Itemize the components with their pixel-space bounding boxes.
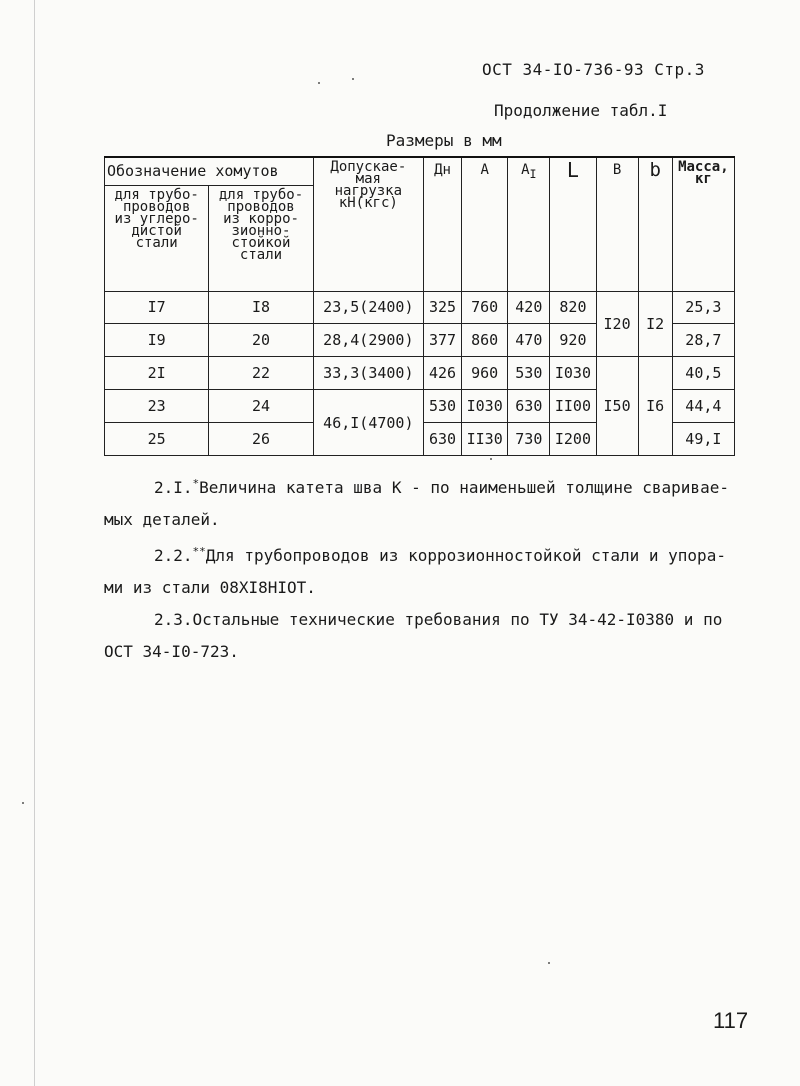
note-2-1-continuation: мых деталей.: [104, 510, 220, 529]
scan-edge-line: [34, 0, 35, 1086]
table-cell: 2I: [105, 357, 209, 390]
scan-speck: [490, 458, 492, 460]
scan-speck: [318, 82, 320, 84]
note-2-2-continuation: ми из стали 08XI8HIOT.: [104, 578, 316, 597]
table-cell: I030: [550, 357, 596, 390]
table-cell: 530: [424, 390, 462, 423]
note-2-3-continuation: ОСТ 34-I0-723.: [104, 642, 239, 661]
sizes-note: Размеры в мм: [386, 131, 502, 150]
table-cell: 23: [105, 390, 209, 423]
table-cell: I9: [105, 324, 209, 357]
table-cell: I50: [596, 357, 638, 456]
table-cell: 25: [105, 423, 209, 456]
table-cell: 325: [424, 291, 462, 324]
note-2-2: [104, 536, 744, 572]
b-lower-header: b: [638, 157, 672, 291]
table-cell: 26: [209, 423, 313, 456]
table-continuation-label: Продолжение табл.I: [494, 101, 668, 120]
table-cell: 28,4(2900): [313, 324, 423, 357]
table-cell: 470: [508, 324, 550, 357]
table-cell: 426: [424, 357, 462, 390]
page-number: 117: [713, 1008, 749, 1033]
table-cell: I030: [462, 390, 508, 423]
table-cell: I200: [550, 423, 596, 456]
table-cell: 760: [462, 291, 508, 324]
table-cell: 630: [508, 390, 550, 423]
a1-subscript: I: [529, 166, 537, 181]
footnote-mark: *: [192, 477, 200, 490]
table-cell: 44,4: [672, 390, 734, 423]
table-cell: 960: [462, 357, 508, 390]
mass-header: Масса, кг: [672, 157, 734, 291]
table-cell: 49,I: [672, 423, 734, 456]
table-cell: I2: [638, 291, 672, 357]
a-header: A: [462, 157, 508, 291]
table-cell: I20: [596, 291, 638, 357]
footnote-mark: **: [192, 545, 206, 558]
note-number: 2.2.: [154, 546, 193, 565]
table-cell: I7: [105, 291, 209, 324]
table-cell: 40,5: [672, 357, 734, 390]
table-cell: 46,I(4700): [313, 390, 423, 456]
table-cell: 25,3: [672, 291, 734, 324]
table-cell: II00: [550, 390, 596, 423]
a1-header: $A_I$: [508, 157, 550, 291]
table-cell: 920: [550, 324, 596, 357]
table-cell: 530: [508, 357, 550, 390]
clamp-dimensions-table: [104, 156, 735, 456]
table-cell: 860: [462, 324, 508, 357]
l-header: L: [550, 157, 596, 291]
technical-notes: [104, 468, 744, 668]
note-2-3: [104, 604, 744, 636]
table-cell: 820: [550, 291, 596, 324]
table-cell: 630: [424, 423, 462, 456]
document-reference: ОСТ 34-IO-736-93 Стр.3: [482, 60, 705, 79]
note-text: Величина катета шва К - по наименьшей толщине сваривае-: [199, 478, 729, 497]
note-number: 2.3.: [154, 610, 193, 629]
b-upper-header: B: [596, 157, 638, 291]
note-number: 2.I.: [154, 478, 193, 497]
table-cell: I6: [638, 357, 672, 456]
table-cell: II30: [462, 423, 508, 456]
note-2-1: [104, 468, 744, 504]
dn-header: Дн: [424, 157, 462, 291]
table-cell: 28,7: [672, 324, 734, 357]
note-text: Для трубопроводов из коррозионностойкой стали и упора-: [205, 546, 726, 565]
table-cell: I8: [209, 291, 313, 324]
carbon-steel-header: для трубо- проводов из углеро- дистой стали: [105, 185, 209, 291]
table-cell: 420: [508, 291, 550, 324]
table-cell: 20: [209, 324, 313, 357]
clamp-designation-header: Обозначение хомутов: [105, 157, 314, 185]
table-cell: 377: [424, 324, 462, 357]
scan-speck: [352, 78, 354, 80]
load-header: Допускае- мая нагрузка кН(кгс): [313, 157, 423, 291]
note-text: Остальные технические требования по ТУ 34-42-I0380 и по: [192, 610, 723, 629]
stainless-steel-header: для трубо- проводов из корро- зионно- стойкой стали: [209, 185, 313, 291]
scan-speck: [22, 802, 24, 804]
table-cell: 730: [508, 423, 550, 456]
table-cell: 23,5(2400): [313, 291, 423, 324]
table-cell: 22: [209, 357, 313, 390]
scan-speck: [548, 962, 550, 964]
table-cell: 33,3(3400): [313, 357, 423, 390]
table-cell: 24: [209, 390, 313, 423]
